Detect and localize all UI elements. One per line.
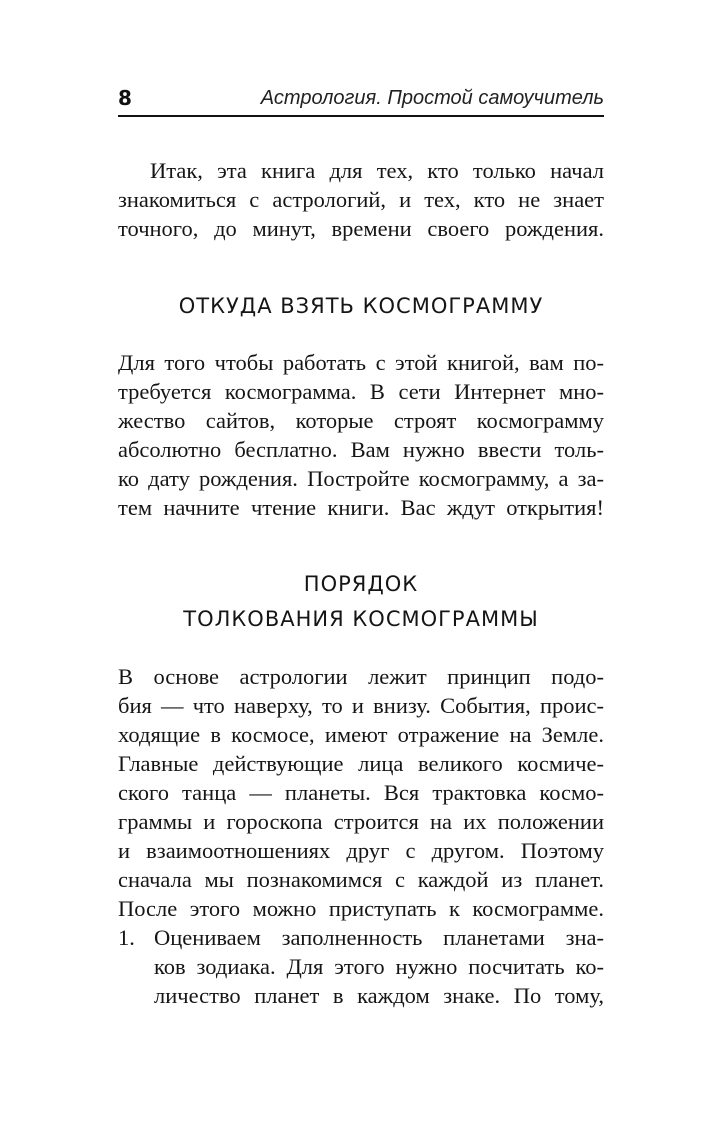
paragraph-line: В основе астрологии лежит принцип подо- [118, 664, 604, 689]
section-heading-line2: ТОЛКОВАНИЯ КОСМОГРАММЫ [183, 607, 539, 631]
paragraph-line: Для того чтобы работать с этой книгой, вам по- [118, 350, 604, 375]
paragraph-line: ходящие в космосе, имеют отражение на Земле. [118, 722, 604, 747]
paragraph-line: граммы и гороскопа строится на их положении [118, 809, 604, 834]
paragraph-line: требуется космограмма. В сети Интернет мно- [118, 379, 604, 404]
paragraph-line: и взаимоотношениях друг с другом. Поэтому [118, 838, 604, 863]
intro-line: точного, до минут, времени своего рождения. [118, 216, 604, 241]
paragraph-line: абсолютно бесплатно. Вам нужно ввести толь- [118, 437, 604, 462]
page-number: 8 [118, 86, 132, 110]
paragraph-line: бия — что наверху, то и внизу. События, проис- [118, 693, 604, 718]
section-heading: ОТКУДА ВЗЯТЬ КОСМОГРАММУ [178, 294, 544, 318]
paragraph-line: ко дату рождения. Постройте космограмму, а за- [118, 466, 604, 491]
list-item-number: 1. [118, 925, 135, 950]
paragraph-line: Главные действующие лица великого космиче- [118, 751, 604, 776]
paragraph-line: сначала мы познакомимся с каждой из планет. [118, 867, 604, 892]
paragraph-line: жество сайтов, которые строят космограмму [118, 408, 604, 433]
intro-line: Итак, эта книга для тех, кто только начал [150, 158, 604, 183]
paragraph-line: После этого можно приступать к космограмме. [118, 896, 604, 921]
section-heading-line1: ПОРЯДОК [303, 572, 419, 596]
paragraph-line: тем начните чтение книги. Вас ждут открытия! [118, 495, 604, 520]
list-item-line: личество планет в каждом знаке. По тому, [154, 983, 604, 1008]
list-item-line: Оцениваем заполненность планетами зна- [154, 925, 604, 950]
intro-line: знакомиться с астрологий, и тех, кто не знает [118, 187, 604, 212]
page-header [118, 84, 604, 112]
paragraph-line: ского танца — планеты. Вся трактовка космо- [118, 780, 604, 805]
header-rule [118, 115, 604, 117]
list-item-line: ков зодиака. Для этого нужно посчитать ко- [154, 954, 604, 979]
running-title: Астрология. Простой самоучитель [260, 87, 604, 109]
